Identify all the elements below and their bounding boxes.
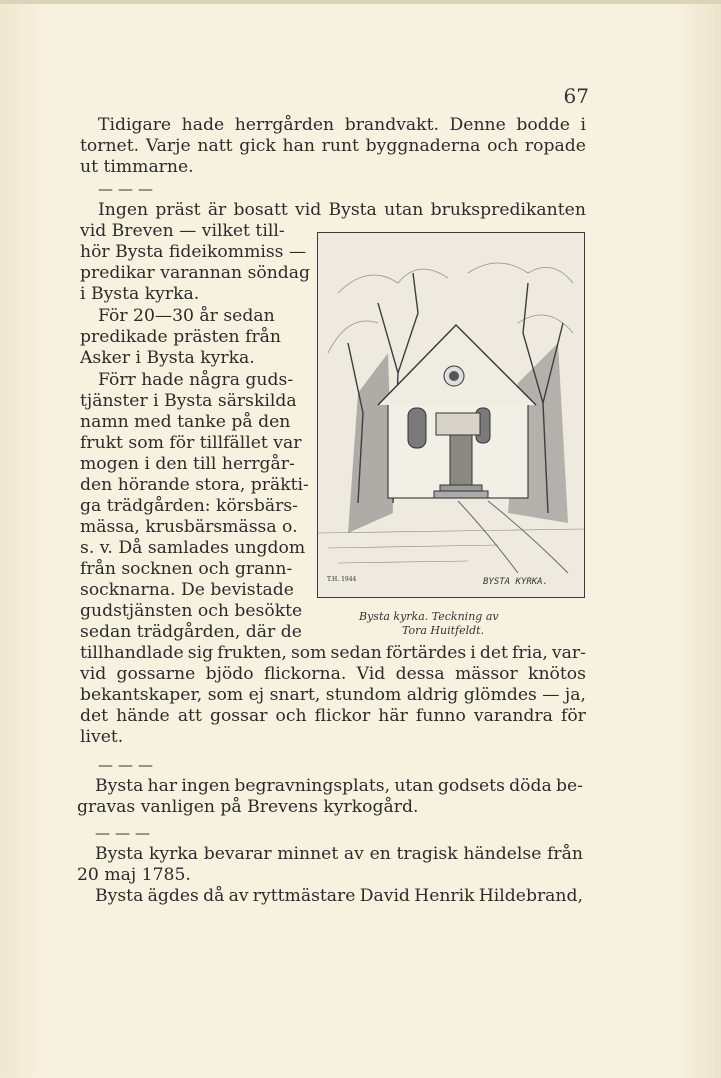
text-line: Bysta ägdes då av ryttmästare David Henrik Hildebrand, [95, 886, 583, 906]
text-line: predikar varannan söndag [80, 263, 311, 283]
text-line: Ingen präst är bosatt vid Bysta utan brukspredikanten [98, 200, 586, 220]
text-line: socknarna. De bevistade [80, 580, 294, 600]
text-line: i Bysta kyrka. [80, 284, 200, 304]
text-line: Förr hade några guds- [98, 370, 294, 390]
page-number: 67 [563, 84, 589, 108]
section-separator: ——— [98, 180, 158, 198]
text-line: sedan trädgården, där de [80, 622, 302, 642]
figure-caption-line-2: Tora Huitfeldt. [402, 624, 485, 637]
church-illustration [317, 232, 585, 598]
text-line: Bysta kyrka bevarar minnet av en tragisk händelse från [95, 844, 583, 864]
text-line: livet. [80, 727, 124, 747]
text-line: hör Bysta fideikommiss — [80, 242, 307, 262]
section-separator: ——— [98, 756, 158, 774]
text-line: vid Breven — vilket till- [80, 221, 285, 241]
text-line: från socknen och grann- [80, 559, 293, 579]
text-line: frukt som för tillfället var [80, 433, 302, 453]
church-drawing [318, 233, 584, 597]
figure-caption: Bysta kyrka. Teckning av [359, 610, 499, 623]
text-line: namn med tanke på den [80, 412, 291, 432]
text-line: gravas vanligen på Brevens kyrkogård. [77, 797, 419, 817]
artist-monogram: T.H. 1944 [327, 576, 357, 583]
text-line: bekantskaper, som ej snart, stundom aldrig glömdes — ja, [80, 685, 586, 705]
section-separator: ——— [95, 824, 155, 842]
text-line: ut timmarne. [80, 157, 194, 177]
text-line: mogen i den till herrgår- [80, 454, 295, 474]
text-line: tjänster i Bysta särskilda [80, 391, 297, 411]
text-line: s. v. Då samlades ungdom [80, 538, 306, 558]
text-line: Asker i Bysta kyrka. [80, 348, 255, 368]
text-line: den hörande stora, präkti- [80, 475, 309, 495]
text-line: gudstjänsten och besökte [80, 601, 303, 621]
text-line: det hände att gossar och flickor här funno varandra för [80, 706, 586, 726]
text-line: tillhandlade sig frukten, som sedan förtärdes i det fria, var- [80, 643, 586, 663]
text-line: tornet. Varje natt gick han runt byggnaderna och ropade [80, 136, 586, 156]
text-line: För 20—30 år sedan [98, 306, 275, 326]
text-line: mässa, krusbärsmässa o. [80, 517, 298, 537]
text-line: predikade prästen från [80, 327, 281, 347]
text-line: Tidigare hade herrgården brandvakt. Denne bodde i [98, 115, 586, 135]
page-top-edge [0, 0, 721, 4]
text-line: 20 maj 1785. [77, 865, 191, 885]
text-line: ga trädgården: körsbärs- [80, 496, 298, 516]
drawing-inscription: BYSTA KYRKA. [483, 577, 549, 587]
text-line: Bysta har ingen begravningsplats, utan godsets döda be- [95, 776, 583, 796]
text-line: vid gossarne bjödo flickorna. Vid dessa mässor knötos [80, 664, 586, 684]
